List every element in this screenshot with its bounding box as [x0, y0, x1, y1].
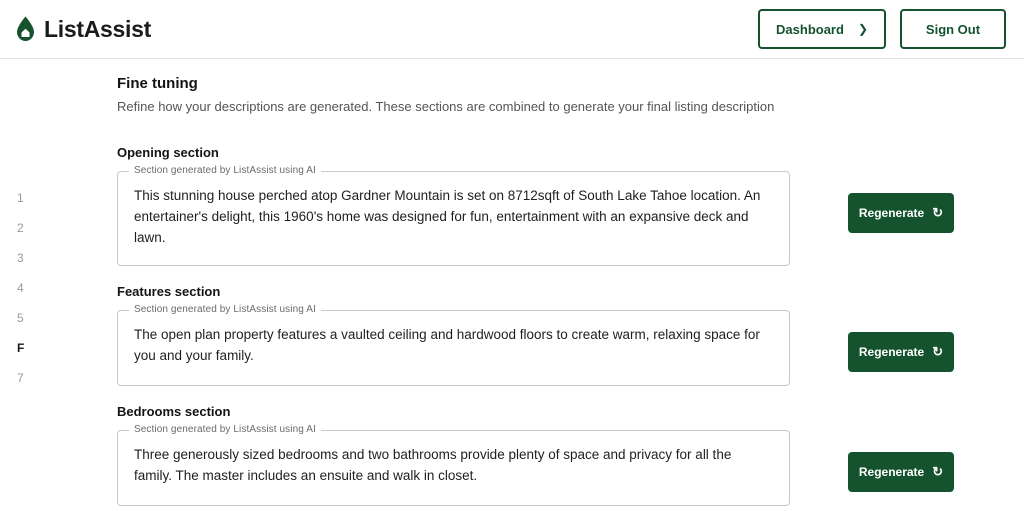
opening-section-textarea[interactable] — [117, 165, 790, 266]
regenerate-opening-button[interactable] — [848, 193, 954, 233]
dashboard-button[interactable] — [758, 9, 886, 49]
page-subtitle: Refine how your descriptions are generated. These sections are combined to generate your final listing description — [117, 99, 775, 114]
features-section-legend: Section generated by ListAssist using AI — [129, 304, 321, 315]
page-title: Fine tuning — [117, 75, 198, 92]
house-pin-icon — [14, 16, 37, 42]
step-item-7[interactable]: 7 — [17, 371, 24, 385]
refresh-icon: ↻ — [932, 343, 944, 359]
step-indicator — [0, 59, 117, 511]
opening-section-heading: Opening section — [117, 145, 219, 160]
features-section — [117, 284, 1024, 386]
dashboard-button-label: Dashboard — [776, 21, 844, 37]
brand — [14, 16, 151, 43]
bedrooms-section-legend: Section generated by ListAssist using AI — [129, 424, 321, 435]
refresh-icon: ↻ — [932, 463, 944, 479]
app-header — [0, 0, 1024, 59]
sign-out-button-label: Sign Out — [925, 21, 981, 37]
opening-section-text: This stunning house perched atop Gardner Mountain is set on 8712sqft of South Lake Tahoe location. An entertainer's delight, this 1960's home was designed for fun, entertainment with an expansive deck and lawn. — [134, 188, 765, 245]
regenerate-opening-label: Regenerate — [858, 206, 925, 220]
features-section-textarea[interactable] — [117, 303, 790, 386]
regenerate-bedrooms-label: Regenerate — [858, 464, 925, 479]
main-content — [117, 59, 1024, 511]
step-item-1[interactable]: 1 — [17, 191, 24, 205]
step-item-4[interactable]: 4 — [17, 281, 24, 295]
opening-section — [117, 145, 1024, 266]
step-item-2[interactable]: 2 — [17, 221, 24, 235]
features-section-heading: Features section — [117, 283, 221, 299]
page-body — [0, 59, 1024, 511]
regenerate-features-label: Regenerate — [858, 344, 925, 359]
refresh-icon: ↻ — [932, 205, 944, 220]
step-item-6[interactable]: F — [17, 341, 25, 355]
chevron-right-icon: ❯ — [857, 22, 868, 36]
regenerate-features-button[interactable] — [848, 332, 954, 372]
bedrooms-section-text: Three generously sized bedrooms and two bathrooms provide plenty of space and privacy for all the family. The master includes an ensuite and walk in closet. — [134, 446, 736, 483]
step-item-3[interactable]: 3 — [17, 251, 24, 265]
step-item-5[interactable]: 5 — [17, 311, 24, 325]
opening-section-legend: Section generated by ListAssist using AI — [129, 165, 321, 176]
bedrooms-section — [117, 404, 1024, 506]
brand-name: ListAssist — [44, 15, 151, 42]
sign-out-button[interactable] — [900, 9, 1006, 49]
regenerate-bedrooms-button[interactable] — [848, 452, 954, 492]
header-actions — [758, 9, 1010, 49]
bedrooms-section-textarea[interactable] — [117, 423, 790, 506]
bedrooms-section-heading: Bedrooms section — [117, 403, 231, 419]
features-section-text: The open plan property features a vaulted ceiling and hardwood floors to create warm, relaxing space for you and your family. — [134, 326, 764, 363]
